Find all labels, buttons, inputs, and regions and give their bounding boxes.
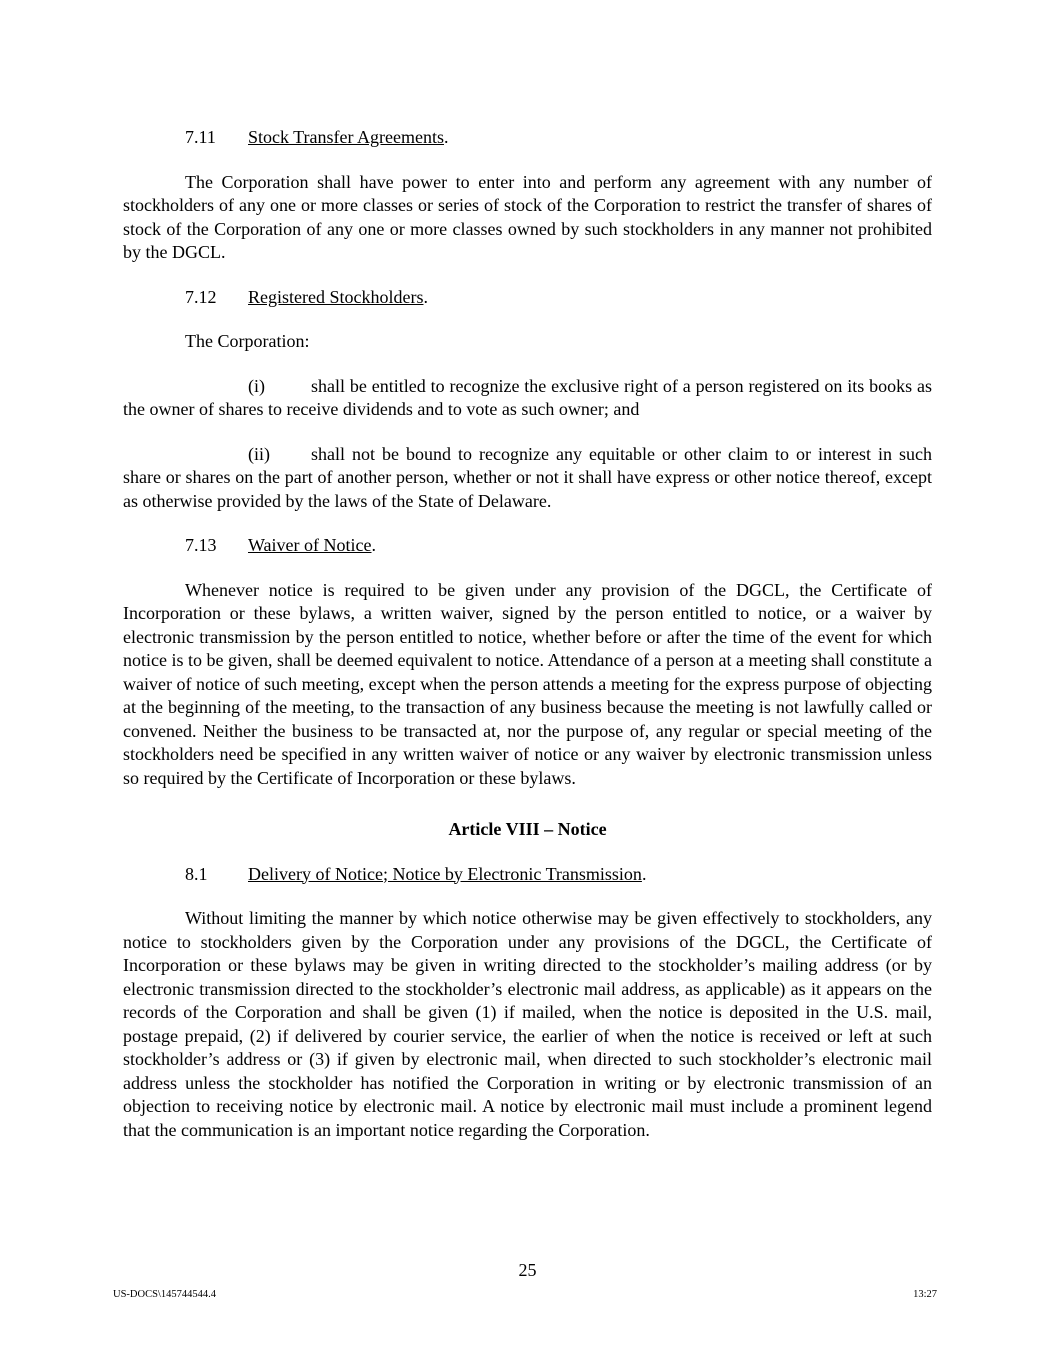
- document-body: [123, 126, 932, 1142]
- section-number: 7.11: [185, 127, 216, 147]
- section-title-suffix: .: [371, 535, 376, 555]
- page-number: 25: [518, 1260, 537, 1280]
- section-title-suffix: .: [641, 863, 647, 884]
- section-heading-7-12: [123, 286, 932, 310]
- paragraph-7-13: Whenever notice is required to be given under any provision of the DGCL, the Certificate of Incorporation or these bylaws, a written waiver, signed by the person entitled to notice, or a waiver by electronic transmission by the person entitled to notice, whether before or after the time of the event for which notice is to be given, shall be deemed equivalent to notice. Attendance of a person at a meeting shall constitute a waiver of notice of such meeting, except when the person attends a meeting for the express purpose of objecting at the beginning of the meeting, to the transaction of any business because the meeting is not lawfully called or convened. Neither the business to be transacted at, nor the purpose of, any regular or special meeting of the stockholders need be specified in any written waiver of notice or any waiver by electronic transmission unless so required by the Certificate of Incorporation or these bylaws.: [123, 579, 932, 788]
- paragraph-7-12-intro: The Corporation:: [185, 331, 310, 351]
- list-item-label: (ii): [248, 443, 270, 464]
- section-number: 7.13: [185, 535, 217, 555]
- list-item-i: [123, 375, 932, 422]
- section-title: Waiver of Notice: [248, 535, 372, 555]
- article-viii-heading: Article VIII – Notice: [448, 819, 607, 839]
- section-number: 7.12: [185, 286, 217, 307]
- list-item-text: shall be entitled to recognize the exclusive right of a person registered on its books as the owner of shares to receive dividends and to vote as such owner; and: [123, 375, 932, 419]
- page-footer: [113, 1288, 937, 1301]
- footer-doc-id: US-DOCS\145744544.4: [113, 1289, 216, 1300]
- section-heading-7-11: [123, 126, 932, 150]
- section-heading-8-1: [123, 863, 932, 887]
- footer-timestamp: 13:27: [913, 1289, 937, 1300]
- section-title-suffix: .: [443, 127, 449, 147]
- paragraph-7-11: The Corporation shall have power to enter into and perform any agreement with any number of stockholders of any one or more classes or series of stock of the Corporation to restrict the transfer of shares of stock of the Corporation of any one or more classes owned by such stockholders in any manner not prohibited by the DGCL.: [123, 171, 932, 262]
- list-item-text: shall not be bound to recognize any equitable or other claim to or interest in such share or shares on the part of another person, whether or not it shall have express or other notice thereof, except as otherwise provided by the laws of the State of Delaware.: [123, 443, 932, 511]
- list-item-label: (i): [248, 375, 265, 396]
- section-heading-7-13: [123, 534, 932, 558]
- section-title: Stock Transfer Agreements: [248, 127, 444, 147]
- paragraph-8-1: Without limiting the manner by which notice otherwise may be given effectively to stockholders, any notice to stockholders given by the Corporation under any provisions of the DGCL, the Certificate of Incorporation or these bylaws may be given in writing directed to the stockholder’s mailing address (or by electronic transmission directed to the stockholder’s electronic mail address, as applicable) as it appears on the records of the Corporation and shall be given (1) if mailed, when the notice is deposited in the U.S. mail, postage prepaid, (2) if delivered by courier service, the earlier of when the notice is received or left at such stockholder’s address or (3) if given by electronic mail, when directed to such stockholder’s electronic mail address unless the stockholder has notified the Corporation in writing or by electronic transmission of an objection to receiving notice by electronic mail. A notice by electronic mail must include a prominent legend that the communication is an important notice regarding the Corporation.: [123, 908, 932, 1140]
- section-number: 8.1: [185, 863, 208, 884]
- section-title-suffix: .: [423, 286, 428, 307]
- list-item-ii: [123, 443, 932, 514]
- section-title: Registered Stockholders: [248, 286, 424, 307]
- section-title: Delivery of Notice; Notice by Electronic Transmission: [248, 863, 642, 884]
